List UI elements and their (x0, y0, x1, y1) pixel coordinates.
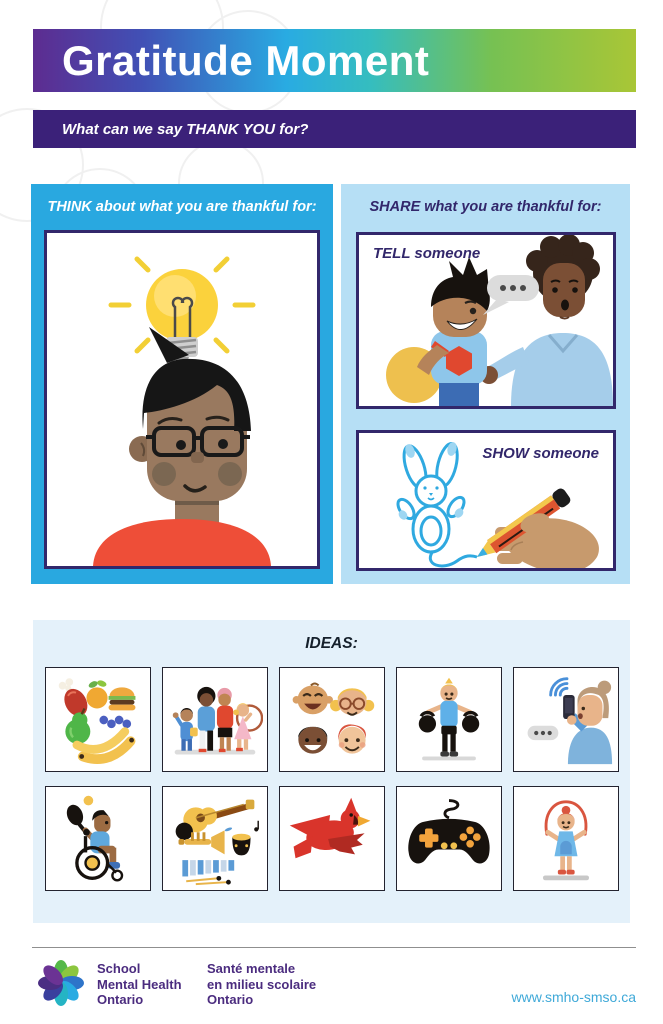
think-panel (31, 184, 333, 584)
website-link[interactable]: www.smho-smso.ca (511, 989, 636, 1005)
ideas-heading: IDEAS: (305, 635, 358, 652)
idea-tile-friends (279, 667, 385, 772)
title-banner (33, 29, 636, 92)
share-heading: SHARE what you are thankful for: (369, 199, 602, 215)
wheelchair-sport-icon (50, 791, 146, 887)
org-name-french (207, 961, 316, 1008)
org-fr-line2: en milieu scolaire (207, 976, 317, 992)
tell-someone-card (356, 232, 616, 409)
cardinal-bird-icon (284, 791, 380, 887)
idea-tile-bird (279, 786, 385, 891)
poster-title: Gratitude Moment (62, 36, 430, 84)
ideas-grid (45, 667, 619, 891)
friends-faces-icon (284, 672, 380, 768)
question-text: What can we say THANK YOU for? (62, 120, 309, 138)
exercise-kettlebells-icon (401, 672, 497, 768)
show-someone-card (356, 430, 616, 571)
food-icon (50, 672, 146, 768)
idea-tile-food (45, 667, 151, 772)
show-someone-label: SHOW someone (482, 445, 599, 462)
idea-tile-jump-rope (513, 786, 619, 891)
think-heading: THINK about what you are thankful for: (47, 199, 317, 215)
video-call-icon (518, 672, 614, 768)
idea-tile-video-call (513, 667, 619, 772)
org-en-line3: Ontario (97, 992, 144, 1007)
org-fr-line1: Santé mentale (207, 961, 296, 976)
idea-tile-exercise (396, 667, 502, 772)
org-en-line2: Mental Health (97, 976, 182, 992)
lightbulb-idea-illustration (47, 233, 317, 566)
think-illustration-card (44, 230, 320, 569)
idea-tile-music (162, 786, 268, 891)
idea-tile-family (162, 667, 268, 772)
question-bar (33, 110, 636, 148)
jump-rope-icon (518, 791, 614, 887)
org-fr-line3: Ontario (207, 992, 254, 1007)
game-controller-icon (401, 791, 497, 887)
idea-tile-wheelchair-sport (45, 786, 151, 891)
family-icon (167, 672, 263, 768)
smho-flower-logo-icon (33, 956, 89, 1010)
idea-tile-video-games (396, 786, 502, 891)
musical-instruments-icon (167, 791, 263, 887)
ideas-panel (33, 620, 630, 923)
share-panel (341, 184, 630, 584)
footer-divider (32, 947, 636, 948)
tell-someone-label: TELL someone (373, 245, 481, 262)
org-name-english (97, 961, 182, 1008)
org-en-line1: School (97, 961, 141, 976)
